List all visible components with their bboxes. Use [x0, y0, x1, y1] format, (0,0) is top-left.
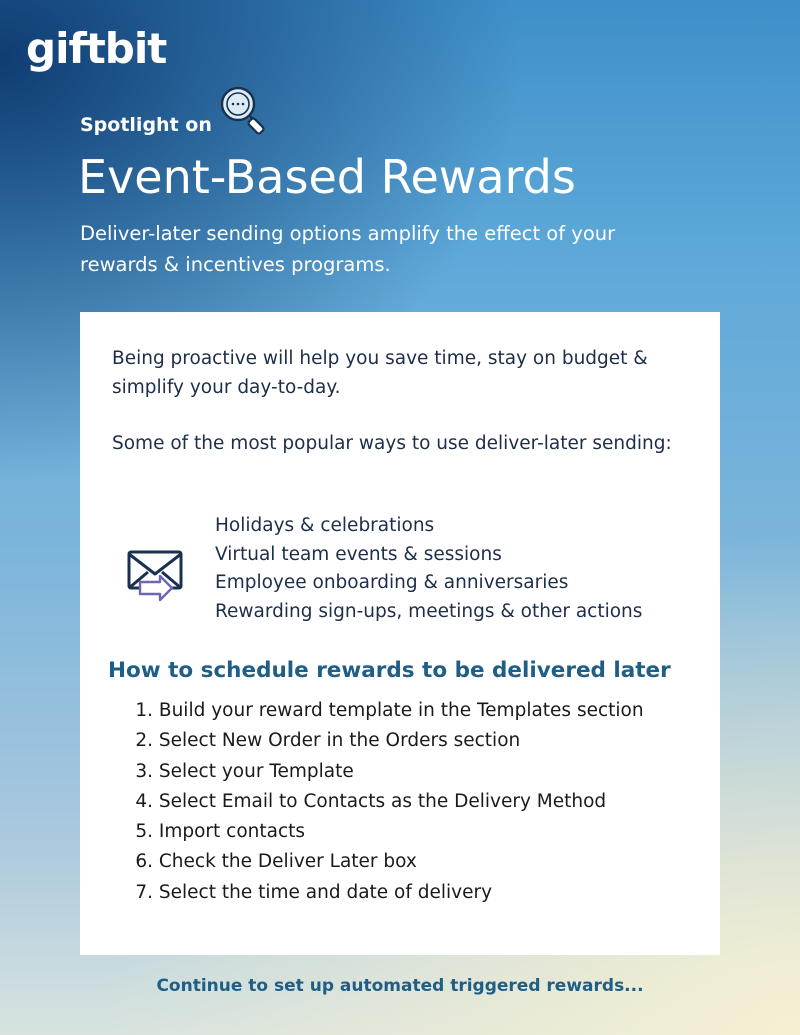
step-text: Select your Template [158, 760, 354, 782]
steps-list [126, 696, 644, 908]
popular-uses-list [215, 512, 642, 626]
step-item [126, 696, 644, 726]
intro-paragraph: Being proactive will help you save time, stay on budget & simplify your day-to-day. [112, 348, 648, 398]
step-text: Select Email to Contacts as the Delivery Method [158, 790, 607, 812]
step-item [126, 817, 644, 847]
step-item [126, 787, 644, 817]
step-number: 2. [135, 730, 153, 752]
list-item: Rewarding sign-ups, meetings & other actions [215, 600, 643, 622]
giftbit-logo: giftbit [26, 24, 167, 73]
step-item [126, 878, 644, 908]
page-title: Event-Based Rewards [78, 150, 576, 204]
spotlight-label: Spotlight on [80, 114, 212, 136]
step-text: Check the Deliver Later box [158, 851, 417, 873]
popular-uses-heading: Some of the most popular ways to use deliver-later sending: [112, 433, 672, 454]
continue-link[interactable]: Continue to set up automated triggered rewards... [156, 976, 644, 996]
step-number: 4. [135, 790, 153, 812]
step-number: 6. [135, 851, 153, 873]
page-subtitle: Deliver-later sending options amplify the effect of your rewards & incentives programs. [80, 222, 616, 276]
step-number: 7. [135, 881, 153, 903]
step-number: 1. [135, 700, 153, 721]
step-number: 3. [135, 760, 153, 782]
how-to-heading: How to schedule rewards to be delivered later [108, 658, 671, 683]
magnifying-glass-icon [218, 84, 270, 136]
step-text: Select the time and date of delivery [158, 881, 493, 903]
step-item [126, 726, 644, 756]
list-item: Holidays & celebrations [215, 515, 435, 536]
envelope-send-icon [126, 548, 186, 606]
step-item [126, 847, 644, 877]
step-text: Build your reward template in the Templates section [158, 700, 644, 721]
content-card [80, 312, 720, 955]
step-item [126, 757, 644, 787]
step-text: Select New Order in the Orders section [158, 730, 521, 752]
list-item: Virtual team events & sessions [215, 543, 502, 565]
step-text: Import contacts [158, 821, 306, 843]
list-item: Employee onboarding & anniversaries [215, 572, 569, 593]
step-number: 5. [135, 821, 153, 843]
